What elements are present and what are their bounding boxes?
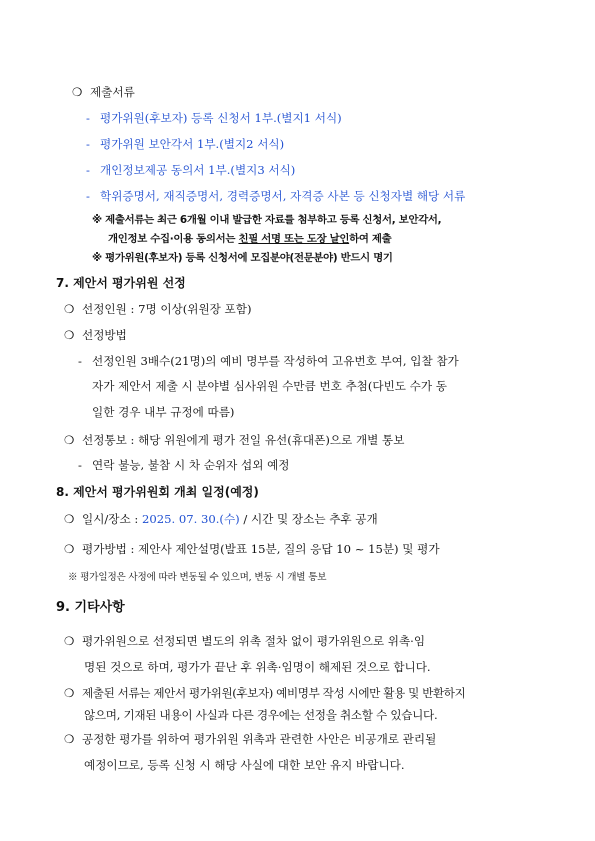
signature-emphasis: 친필 서명 또는 도장 날인 — [238, 233, 350, 245]
section-7-notice: ❍ 선정통보 : 해당 위원에게 평가 전일 유선(휴대폰)으로 개별 통보 — [64, 433, 405, 447]
section-8-note: ※ 평가일정은 사정에 따라 변동될 수 있으며, 변동 시 개별 통보 — [68, 572, 327, 583]
section-7-method-title: ❍ 선정방법 — [64, 328, 127, 342]
circle-bullet-icon: ❍ — [64, 302, 75, 316]
section-8-date: ❍ 일시/장소 : 2025. 07. 30.(수) / 시간 및 장소는 추후 공개 — [64, 512, 378, 526]
section-7-notice-sub: - 연락 불능, 불참 시 차 순위자 섭외 예정 — [78, 458, 290, 472]
circle-bullet-icon: ❍ — [64, 634, 75, 648]
circle-bullet-icon: ❍ — [64, 512, 75, 526]
section-9-para-1-cont: 명된 것으로 하며, 평가가 끝난 후 위촉·임명이 해제된 것으로 합니다. — [84, 660, 431, 674]
submission-item: - 평가위원(후보자) 등록 신청서 1부.(별지1 서식) — [86, 111, 342, 125]
section-9-para-2: ❍ 제출된 서류는 제안서 평가위원(후보자) 예비명부 작성 시에만 활용 및 반환하지 — [64, 686, 466, 700]
section-9-title: 9. 기타사항 — [56, 600, 125, 615]
submission-title: 제출서류 — [90, 85, 135, 99]
circle-bullet-icon: ❍ — [72, 85, 83, 99]
circle-bullet-icon: ❍ — [64, 542, 75, 556]
dash-marker: - — [86, 137, 90, 151]
section-9-para-3: ❍ 공정한 평가를 위하여 평가위원 위촉과 관련한 사안은 비공개로 관리될 — [64, 732, 437, 746]
submission-item: - 학위증명서, 재직증명서, 경력증명서, 자격증 사본 등 신청자별 해당 서류 — [86, 189, 466, 203]
section-9-para-3-cont: 예정이므로, 등록 신청 시 해당 사실에 대한 보안 유지 바랍니다. — [84, 758, 405, 772]
section-7-method-line: 자가 제안서 제출 시 분야별 심사위원 수만큼 번호 추첨(다빈도 수가 동 — [92, 379, 447, 393]
meeting-date: 2025. 07. 30.(수) — [141, 512, 240, 526]
submission-item: - 평가위원 보안각서 1부.(별지2 서식) — [86, 137, 285, 151]
circle-bullet-icon: ❍ — [64, 328, 75, 342]
submission-note-1: ※ 제출서류는 최근 6개월 이내 발급한 자료를 첨부하고 등록 신청서, 보안각서, — [92, 214, 442, 226]
submission-note-1-cont: 개인정보 수집·이용 동의서는 친필 서명 또는 도장 날인하여 제출 — [108, 233, 392, 245]
circle-bullet-icon: ❍ — [64, 433, 75, 447]
submission-note-2: ※ 평가위원(후보자) 등록 신청서에 모집분야(전문분야) 반드시 명기 — [92, 252, 393, 264]
section-9-para-1: ❍ 평가위원으로 선정되면 별도의 위촉 절차 없이 평가위원으로 위촉·임 — [64, 634, 426, 648]
section-7-method-line: - 선정인원 3배수(21명)의 예비 명부를 작성하여 고유번호 부여, 입찰 참가 — [78, 354, 459, 368]
dash-marker: - — [86, 189, 90, 203]
section-8-title: 8. 제안서 평가위원회 개최 일정(예정) — [56, 485, 259, 499]
section-8-method: ❍ 평가방법 : 제안사 제안설명(발표 15분, 질의 응답 10 ~ 15분) 및 평가 — [64, 542, 440, 556]
section-7-members: ❍ 선정인원 : 7명 이상(위원장 포함) — [64, 302, 252, 316]
section-7-title: 7. 제안서 평가위원 선정 — [56, 276, 186, 290]
dash-marker: - — [86, 163, 90, 177]
dash-marker: - — [86, 111, 90, 125]
dash-marker: - — [78, 458, 82, 472]
section-9-para-2-cont: 않으며, 기재된 내용이 사실과 다른 경우에는 선정을 취소할 수 있습니다. — [84, 708, 438, 722]
circle-bullet-icon: ❍ — [64, 732, 75, 746]
submission-heading — [72, 84, 135, 100]
dash-marker: - — [78, 354, 82, 368]
section-7-method-line: 일한 경우 내부 규정에 따름) — [92, 405, 235, 419]
submission-item: - 개인정보제공 동의서 1부.(별지3 서식) — [86, 163, 296, 177]
circle-bullet-icon: ❍ — [64, 686, 74, 700]
